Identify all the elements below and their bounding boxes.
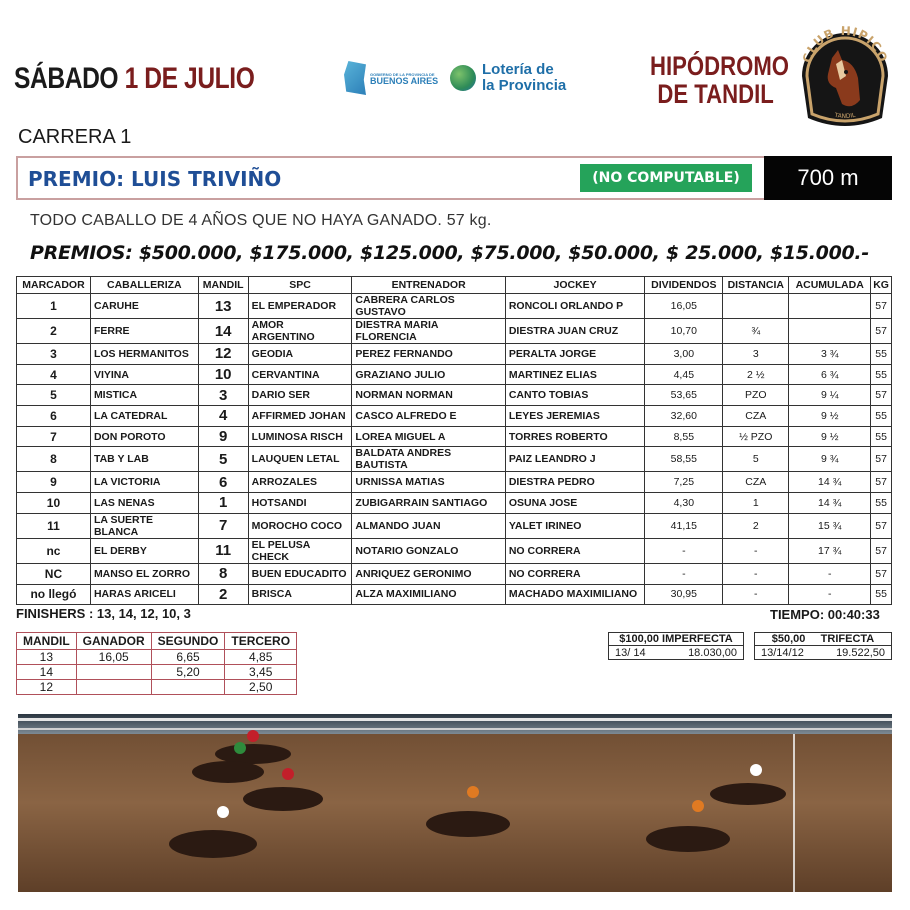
- stable-cell: LA SUERTE BLANCA: [90, 513, 198, 538]
- accumulated-cell: 6 ¾: [789, 364, 871, 385]
- mandil-cell: 5: [198, 447, 248, 472]
- trainer-cell: PEREZ FERNANDO: [352, 344, 505, 365]
- results-row: [17, 294, 892, 319]
- accumulated-cell: 14 ¾: [789, 493, 871, 514]
- weight-cell: 57: [871, 513, 892, 538]
- stable-cell: VIYINA: [90, 364, 198, 385]
- mandil-cell: 8: [198, 563, 248, 584]
- loteria-logo: [450, 62, 566, 94]
- distance-cell: CZA: [723, 406, 789, 427]
- results-row: [17, 493, 892, 514]
- horse-cell: EL EMPERADOR: [248, 294, 352, 319]
- marcador-cell: 10: [17, 493, 91, 514]
- imperfecta-header: $100,00 IMPERFECTA: [609, 633, 744, 646]
- horse-cell: LUMINOSA RISCH: [248, 426, 352, 447]
- computable-badge: (NO COMPUTABLE): [580, 164, 752, 192]
- buenos-aires-logo: [344, 60, 439, 96]
- dividend-cell: -: [645, 563, 723, 584]
- horse-cell: BRISCA: [248, 584, 352, 605]
- col-marcador: MARCADOR: [17, 277, 91, 294]
- trainer-cell: DIESTRA MARIA FLORENCIA: [352, 319, 505, 344]
- dividend-cell: 4,45: [645, 364, 723, 385]
- photo-finish-image: [18, 714, 892, 892]
- trainer-cell: GRAZIANO JULIO: [352, 364, 505, 385]
- loteria-line1: Lotería de: [482, 61, 554, 78]
- trainer-cell: NORMAN NORMAN: [352, 385, 505, 406]
- distance-cell: -: [723, 538, 789, 563]
- weight-cell: 57: [871, 472, 892, 493]
- payout-cell: 16,05: [76, 650, 151, 665]
- weight-cell: 57: [871, 319, 892, 344]
- loteria-ball-icon: [450, 65, 476, 91]
- results-row: [17, 584, 892, 605]
- trainer-cell: URNISSA MATIAS: [352, 472, 505, 493]
- dividend-cell: 10,70: [645, 319, 723, 344]
- col-dividendos: DIVIDENDOS: [645, 277, 723, 294]
- results-row: [17, 364, 892, 385]
- race-condition: TODO CABALLO DE 4 AÑOS QUE NO HAYA GANADO. 57 kg.: [30, 212, 492, 229]
- payout-col-segundo: SEGUNDO: [151, 633, 225, 650]
- accumulated-cell: 9 ½: [789, 406, 871, 427]
- weight-cell: 55: [871, 426, 892, 447]
- trainer-cell: ALMANDO JUAN: [352, 513, 505, 538]
- dividend-cell: 32,60: [645, 406, 723, 427]
- distance-cell: 1: [723, 493, 789, 514]
- accumulated-cell: 17 ¾: [789, 538, 871, 563]
- results-header-row: [17, 277, 892, 294]
- club-name-text: CLUB HIPICO: [799, 23, 891, 65]
- stable-cell: LA VICTORIA: [90, 472, 198, 493]
- marcador-cell: 3: [17, 344, 91, 365]
- payout-col-mandil: MANDIL: [17, 633, 77, 650]
- day-of-week: SÁBADO: [14, 62, 119, 95]
- dividend-cell: 58,55: [645, 447, 723, 472]
- trainer-cell: LOREA MIGUEL A: [352, 426, 505, 447]
- distance-cell: 3: [723, 344, 789, 365]
- trainer-cell: ZUBIGARRAIN SANTIAGO: [352, 493, 505, 514]
- loteria-line2: la Provincia: [482, 77, 567, 94]
- trainer-cell: CASCO ALFREDO E: [352, 406, 505, 427]
- marcador-cell: 4: [17, 364, 91, 385]
- stable-cell: CARUHE: [90, 294, 198, 319]
- province-map-icon: [344, 61, 366, 95]
- accumulated-cell: 14 ¾: [789, 472, 871, 493]
- accumulated-cell: [789, 294, 871, 319]
- accumulated-cell: 9 ¼: [789, 385, 871, 406]
- stable-cell: MISTICA: [90, 385, 198, 406]
- distance-cell: -: [723, 563, 789, 584]
- weight-cell: 55: [871, 344, 892, 365]
- distance-cell: ¾: [723, 319, 789, 344]
- mandil-cell: 10: [198, 364, 248, 385]
- distance-cell: -: [723, 584, 789, 605]
- col-distancia: DISTANCIA: [723, 277, 789, 294]
- jockey-cell: NO CORRERA: [505, 563, 645, 584]
- marcador-cell: nc: [17, 538, 91, 563]
- results-row: [17, 319, 892, 344]
- marcador-cell: 8: [17, 447, 91, 472]
- mandil-cell: 3: [198, 385, 248, 406]
- horse-cell: BUEN EDUCADITO: [248, 563, 352, 584]
- jockey-cell: TORRES ROBERTO: [505, 426, 645, 447]
- stable-cell: LAS NENAS: [90, 493, 198, 514]
- payout-col-ganador: GANADOR: [76, 633, 151, 650]
- payout-col-tercero: TERCERO: [225, 633, 297, 650]
- results-row: [17, 344, 892, 365]
- mandil-cell: 6: [198, 472, 248, 493]
- dividend-cell: 3,00: [645, 344, 723, 365]
- horse-cell: MOROCHO COCO: [248, 513, 352, 538]
- results-row: [17, 563, 892, 584]
- results-row: [17, 538, 892, 563]
- mandil-cell: 12: [198, 344, 248, 365]
- dividend-cell: 41,15: [645, 513, 723, 538]
- payout-cell: 3,45: [225, 665, 297, 680]
- trifecta-label: TRIFECTA: [820, 633, 875, 645]
- dividend-cell: 16,05: [645, 294, 723, 319]
- results-row: [17, 406, 892, 427]
- trifecta-table: [754, 632, 892, 660]
- accumulated-cell: 3 ¾: [789, 344, 871, 365]
- accumulated-cell: 9 ¾: [789, 447, 871, 472]
- distance-cell: PZO: [723, 385, 789, 406]
- venue-title: [650, 51, 790, 109]
- weight-cell: 57: [871, 447, 892, 472]
- jockey-cell: RONCOLI ORLANDO P: [505, 294, 645, 319]
- imperfecta-table: [608, 632, 744, 660]
- marcador-cell: 11: [17, 513, 91, 538]
- trifecta-value: 19.522,50: [819, 646, 891, 660]
- prize-name: PREMIO: LUIS TRIVIÑO: [28, 167, 282, 191]
- distance-cell: 2 ½: [723, 364, 789, 385]
- jockey-cell: NO CORRERA: [505, 538, 645, 563]
- results-row: [17, 472, 892, 493]
- marcador-cell: NC: [17, 563, 91, 584]
- horse-cell: ARROZALES: [248, 472, 352, 493]
- results-row: [17, 426, 892, 447]
- finishers-line: FINISHERS : 13, 14, 12, 10, 3: [16, 606, 191, 621]
- col-acumulada: ACUMULADA: [789, 277, 871, 294]
- results-row: [17, 447, 892, 472]
- mandil-cell: 7: [198, 513, 248, 538]
- results-table: [16, 276, 892, 605]
- imperfecta-value: 18.030,00: [664, 646, 743, 660]
- payouts-frame: [16, 632, 289, 694]
- col-jockey: JOCKEY: [505, 277, 645, 294]
- payout-cell: 4,85: [225, 650, 297, 665]
- stable-cell: DON POROTO: [90, 426, 198, 447]
- imperfecta-combo: 13/ 14: [609, 646, 665, 660]
- weight-cell: 57: [871, 538, 892, 563]
- weight-cell: 55: [871, 406, 892, 427]
- results-body: [17, 294, 892, 605]
- club-hipico-logo: [796, 18, 894, 130]
- stable-cell: LA CATEDRAL: [90, 406, 198, 427]
- distance-cell: 2: [723, 513, 789, 538]
- payout-cell: 12: [17, 680, 77, 695]
- jockey-cell: PAIZ LEANDRO J: [505, 447, 645, 472]
- horse-cell: HOTSANDI: [248, 493, 352, 514]
- distance-cell: [723, 294, 789, 319]
- accumulated-cell: 15 ¾: [789, 513, 871, 538]
- jockey-cell: DIESTRA JUAN CRUZ: [505, 319, 645, 344]
- horse-cell: DARIO SER: [248, 385, 352, 406]
- venue-line2: DE TANDIL: [657, 79, 774, 109]
- mandil-cell: 4: [198, 406, 248, 427]
- results-row: [17, 513, 892, 538]
- jockey-cell: LEYES JEREMIAS: [505, 406, 645, 427]
- weight-cell: 55: [871, 364, 892, 385]
- marcador-cell: 6: [17, 406, 91, 427]
- marcador-cell: 1: [17, 294, 91, 319]
- col-spc: SPC: [248, 277, 352, 294]
- weight-cell: 55: [871, 493, 892, 514]
- mandil-cell: 14: [198, 319, 248, 344]
- distance-cell: ½ PZO: [723, 426, 789, 447]
- stable-cell: FERRE: [90, 319, 198, 344]
- col-kg: KG: [871, 277, 892, 294]
- race-number: CARRERA 1: [18, 126, 132, 148]
- trainer-cell: ANRIQUEZ GERONIMO: [352, 563, 505, 584]
- dividend-cell: 53,65: [645, 385, 723, 406]
- horse-cell: AMOR ARGENTINO: [248, 319, 352, 344]
- horse-cell: CERVANTINA: [248, 364, 352, 385]
- jockey-cell: PERALTA JORGE: [505, 344, 645, 365]
- weight-cell: 57: [871, 294, 892, 319]
- accumulated-cell: 9 ½: [789, 426, 871, 447]
- trifecta-header: [755, 633, 892, 646]
- dividend-cell: 7,25: [645, 472, 723, 493]
- distance-cell: 5: [723, 447, 789, 472]
- trifecta-amount: $50,00: [771, 633, 806, 645]
- mandil-cell: 9: [198, 426, 248, 447]
- jockey-cell: CANTO TOBIAS: [505, 385, 645, 406]
- col-caballeriza: CABALLERIZA: [90, 277, 198, 294]
- payout-cell: 5,20: [151, 665, 225, 680]
- dividend-cell: 4,30: [645, 493, 723, 514]
- race-date: [14, 62, 254, 96]
- mandil-cell: 2: [198, 584, 248, 605]
- venue-line1: HIPÓDROMO: [650, 51, 790, 81]
- stable-cell: MANSO EL ZORRO: [90, 563, 198, 584]
- club-city-text: TANDIL: [833, 111, 857, 121]
- trainer-cell: NOTARIO GONZALO: [352, 538, 505, 563]
- marcador-cell: 2: [17, 319, 91, 344]
- stable-cell: LOS HERMANITOS: [90, 344, 198, 365]
- accumulated-cell: [789, 319, 871, 344]
- payout-cell: 14: [17, 665, 77, 680]
- marcador-cell: 9: [17, 472, 91, 493]
- weight-cell: 57: [871, 563, 892, 584]
- weight-cell: 57: [871, 385, 892, 406]
- weight-cell: 55: [871, 584, 892, 605]
- mandil-cell: 1: [198, 493, 248, 514]
- horse-cell: EL PELUSA CHECK: [248, 538, 352, 563]
- stable-cell: HARAS ARICELI: [90, 584, 198, 605]
- payout-cell: 13: [17, 650, 77, 665]
- marcador-cell: 7: [17, 426, 91, 447]
- trainer-cell: CABRERA CARLOS GUSTAVO: [352, 294, 505, 319]
- prize-amounts: PREMIOS: $500.000, $175.000, $125.000, $75.000, $50.000, $ 25.000, $15.000.-: [30, 242, 869, 264]
- ba-logo-small: GOBIERNO DE LA PROVINCIA DE: [370, 71, 435, 77]
- jockey-cell: MARTINEZ ELIAS: [505, 364, 645, 385]
- marcador-cell: no llegó: [17, 584, 91, 605]
- horse-cell: AFFIRMED JOHAN: [248, 406, 352, 427]
- dividend-cell: -: [645, 538, 723, 563]
- dividend-cell: 30,95: [645, 584, 723, 605]
- payout-cell: 6,65: [151, 650, 225, 665]
- horse-cell: GEODIA: [248, 344, 352, 365]
- results-row: [17, 385, 892, 406]
- jockey-cell: DIESTRA PEDRO: [505, 472, 645, 493]
- date-text: 1 DE JULIO: [124, 62, 255, 95]
- jockey-cell: OSUNA JOSE: [505, 493, 645, 514]
- col-entrenador: ENTRENADOR: [352, 277, 505, 294]
- mandil-cell: 13: [198, 294, 248, 319]
- trainer-cell: ALZA MAXIMILIANO: [352, 584, 505, 605]
- stable-cell: TAB Y LAB: [90, 447, 198, 472]
- race-time: TIEMPO: 00:40:33: [770, 607, 880, 622]
- jockey-cell: MACHADO MAXIMILIANO: [505, 584, 645, 605]
- ba-logo-text: BUENOS AIRES: [370, 75, 439, 86]
- col-mandil: MANDIL: [198, 277, 248, 294]
- accumulated-cell: -: [789, 584, 871, 605]
- trainer-cell: BALDATA ANDRES BAUTISTA: [352, 447, 505, 472]
- dividend-cell: 8,55: [645, 426, 723, 447]
- jockey-cell: YALET IRINEO: [505, 513, 645, 538]
- horse-cell: LAUQUEN LETAL: [248, 447, 352, 472]
- race-distance: 700 m: [764, 156, 892, 200]
- distance-cell: CZA: [723, 472, 789, 493]
- trifecta-combo: 13/14/12: [755, 646, 820, 660]
- marcador-cell: 5: [17, 385, 91, 406]
- accumulated-cell: -: [789, 563, 871, 584]
- stable-cell: EL DERBY: [90, 538, 198, 563]
- mandil-cell: 11: [198, 538, 248, 563]
- payout-cell: 2,50: [225, 680, 297, 695]
